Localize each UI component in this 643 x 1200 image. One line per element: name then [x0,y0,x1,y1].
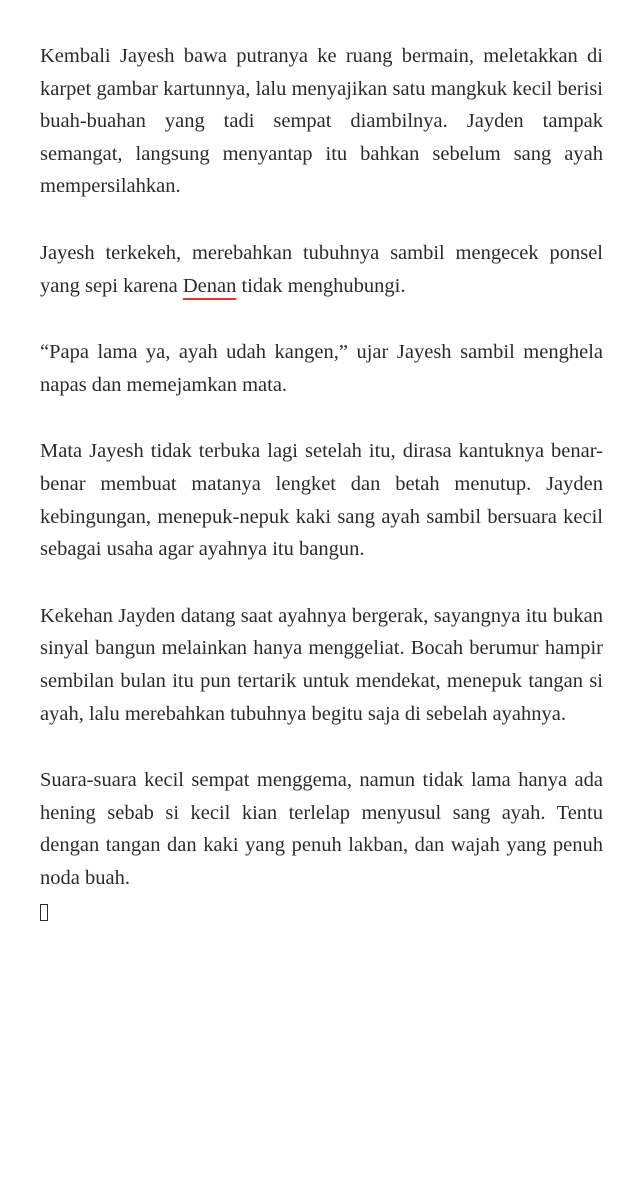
paragraph-3: “Papa lama ya, ayah udah kangen,” ujar Jayesh sambil menghela napas dan memejamkan mata. [40,341,603,396]
paragraph-6: Suara-suara kecil sempat menggema, namun tidak lama hanya ada hening sebab si kecil kian terlelap menyusul sang ayah. Tentu dengan tangan dan kaki yang penuh lakban, dan wajah yang penuh noda buah. [40,769,603,889]
document-body [40,40,603,932]
paragraph-1: Kembali Jayesh bawa putranya ke ruang bermain, meletakkan di karpet gambar kartunnya, lalu menyajikan satu mangkuk kecil berisi buah-buahan yang tadi sempat diambilnya. Jayden tampak semangat, langsung menyantap itu bahkan sebelum sang ayah mempersilahkan. [40,45,603,198]
missing-glyph-icon [40,904,48,921]
paragraph-2-after: tidak menghubungi. [236,274,406,297]
placeholder-box-icon [40,894,603,932]
spellcheck-underlined-word[interactable]: Denan [182,274,237,297]
paragraph-5: Kekehan Jayden datang saat ayahnya bergerak, sayangnya itu bukan sinyal bangun melainkan hanya menggeliat. Bocah berumur hampir sembilan bulan itu pun tertarik untuk mendekat, menepuk tangan si ayah, lalu merebahkan tubuhnya begitu saja di sebelah ayahnya. [40,604,603,725]
paragraph-2-before: Jayesh terkekeh, merebahkan tubuhnya sambil mengecek ponsel yang sepi karena [40,241,603,297]
paragraph-4: Mata Jayesh tidak terbuka lagi setelah itu, dirasa kantuknya benar-benar membuat matanya lengket dan betah menutup. Jayden kebingungan, menepuk-nepuk kaki sang ayah sambil bersuara kecil sebagai usaha agar ayahnya itu bangun. [40,440,603,561]
paragraph-2 [40,237,603,302]
